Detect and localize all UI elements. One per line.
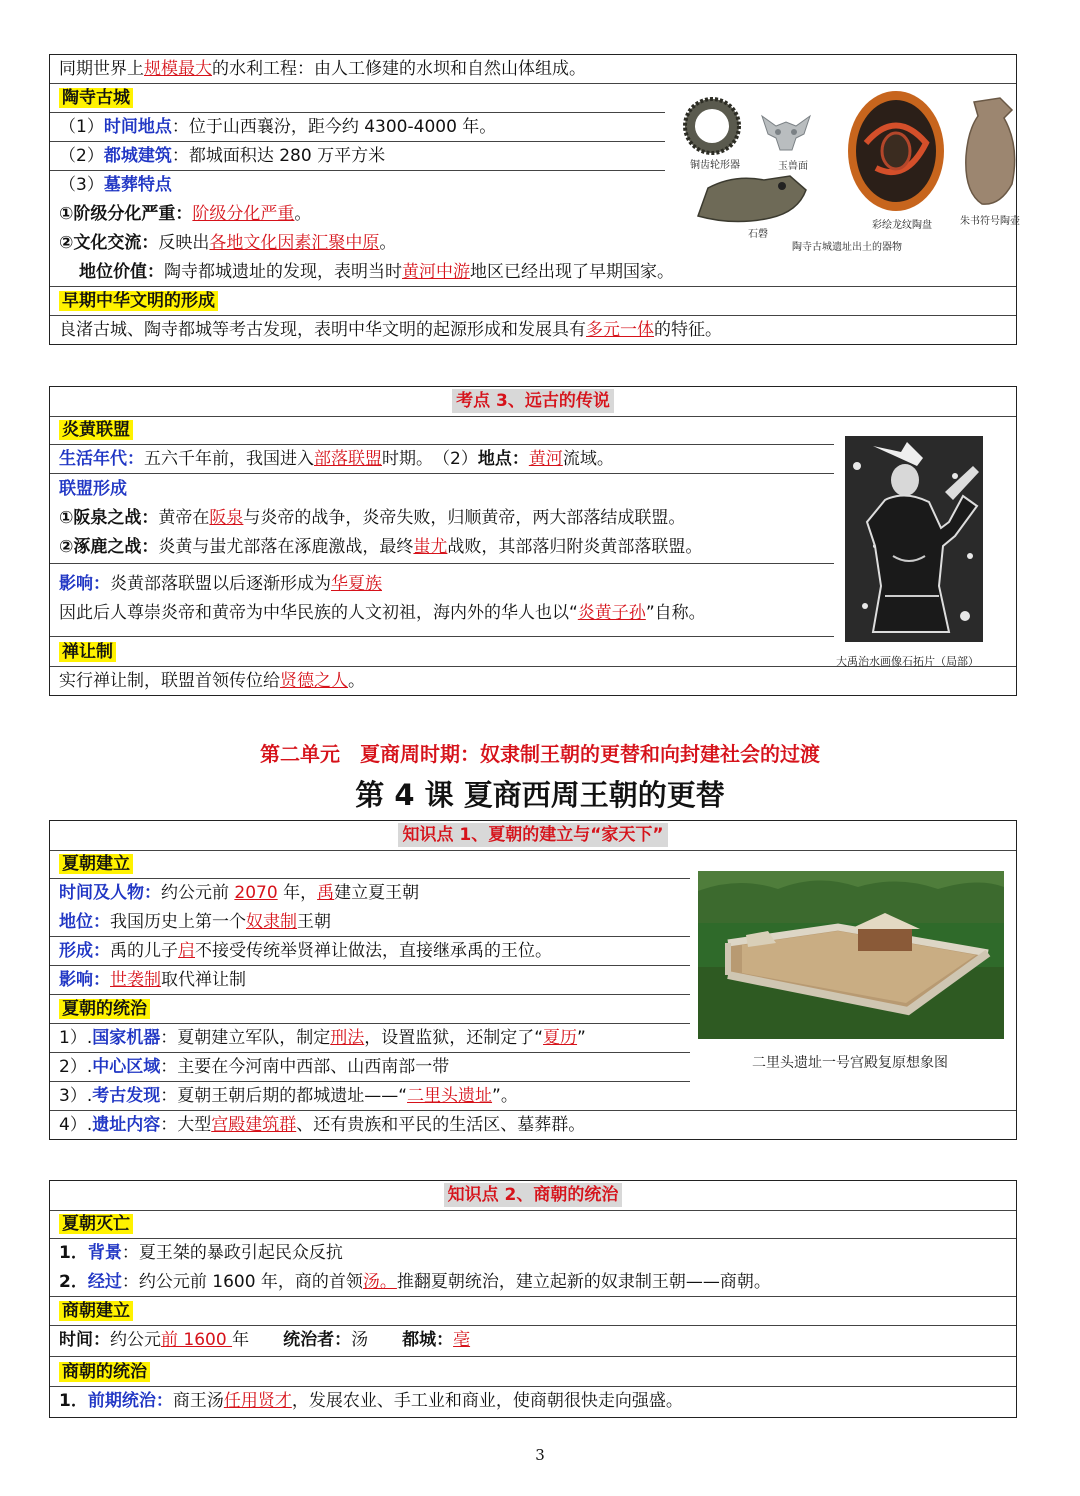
text: 王朝 xyxy=(297,912,331,932)
text: 。 xyxy=(348,671,365,691)
text: 五六千年前，我国进入 xyxy=(144,449,314,469)
caption-painted-plate: 彩绘龙纹陶盘 xyxy=(872,220,932,231)
text: 地位价值： xyxy=(79,262,164,282)
text: 年， xyxy=(277,883,318,903)
red-script-pot-image xyxy=(960,96,1022,208)
label: 遗址内容 xyxy=(92,1115,161,1135)
key-term: 世袭制 xyxy=(110,970,161,990)
row-status-value xyxy=(50,258,1016,287)
text: 建立夏王朝 xyxy=(334,883,420,903)
text: ：主要在今河南中西部、山西南部一带 xyxy=(160,1057,450,1077)
jade-mask-image xyxy=(758,112,814,152)
caption-taosi-artifacts: 陶寺古城遗址出土的器物 xyxy=(792,242,902,253)
row-time-ruler-capital xyxy=(50,1326,1016,1357)
text: 1）. xyxy=(59,1028,93,1048)
text: ，发展农业、手工业和商业，使商朝很快走向强盛。 xyxy=(291,1391,683,1411)
row-state-machine xyxy=(50,1024,690,1053)
key-term: 多元一体 xyxy=(586,320,654,340)
row-site-content xyxy=(50,1111,1016,1140)
heading-text: 商朝的统治 xyxy=(59,1362,150,1382)
heading-yanhuang xyxy=(50,416,834,445)
label: 时间及人物： xyxy=(59,883,161,903)
key-term: 炎黄子孙 xyxy=(577,603,646,623)
text: 陶寺都城遗址的发现，表明当时 xyxy=(164,262,402,282)
key-term: 禹 xyxy=(317,883,335,903)
row-background xyxy=(50,1239,1016,1268)
caption-bronze-gear: 铜齿轮形器 xyxy=(690,160,740,171)
text: 良渚古城、陶寺都城等考古发现，表明中华文明的起源形成和发展具有 xyxy=(59,320,586,340)
heading-text: 夏朝建立 xyxy=(59,854,133,874)
text: 不接受传统举贤禅让做法，直接继承禹的王位。 xyxy=(195,941,552,961)
label: 影响： xyxy=(59,574,110,594)
label: 背景 xyxy=(87,1243,122,1263)
section-title-text: 知识点 1、夏朝的建立与“家天下” xyxy=(398,823,667,847)
heading-early-civilization xyxy=(50,287,1016,316)
text: 2）. xyxy=(59,1057,93,1077)
heading-alliance-formation xyxy=(50,475,834,504)
label: 中心区域 xyxy=(92,1057,161,1077)
row-time-person xyxy=(50,879,690,908)
text: ：夏王桀的暴政引起民众反抗 xyxy=(121,1243,343,1263)
row-influence xyxy=(50,966,690,995)
label: 都城： xyxy=(402,1330,454,1350)
text: 的水利工程：由人工修建的水坝和自然山体组成。 xyxy=(212,59,586,79)
text: 推翻夏朝统治，建立起新的奴隶制王朝——商朝。 xyxy=(396,1272,771,1292)
label: 墓葬特点 xyxy=(103,175,172,195)
heading-text: 夏朝灭亡 xyxy=(59,1214,133,1234)
row-zhuolu-battle xyxy=(50,533,834,564)
key-term: 阪泉 xyxy=(209,508,244,528)
text: ”。 xyxy=(492,1086,518,1106)
row-formation xyxy=(50,937,690,966)
row-descendants xyxy=(50,599,834,637)
heading-text: 早期中华文明的形成 xyxy=(59,291,218,311)
text: 4）. xyxy=(59,1115,93,1135)
row-abdication-system xyxy=(50,667,1016,696)
heading-text: 陶寺古城 xyxy=(59,88,133,108)
text: ：大型 xyxy=(160,1115,212,1135)
key-term: 华夏族 xyxy=(331,574,382,594)
section-title xyxy=(50,387,1016,417)
heading-text: 炎黄联盟 xyxy=(59,420,133,440)
row-influence xyxy=(50,570,834,599)
text: 约公元前 xyxy=(161,883,235,903)
label: 形成： xyxy=(59,941,110,961)
heading-taosi xyxy=(50,84,665,113)
lesson-title: 第 4 课 夏商西周王朝的更替 xyxy=(355,778,725,812)
section-title-text: 知识点 2、商朝的统治 xyxy=(444,1183,623,1207)
heading-xia-rule xyxy=(50,995,690,1024)
key-term: 黄河中游 xyxy=(402,262,470,282)
caption-yu-rubbing: 大禹治水画像石拓片（局部） xyxy=(836,655,979,668)
text: 年 xyxy=(232,1330,284,1350)
text: ②文化交流： xyxy=(59,233,159,253)
row-class-division xyxy=(50,200,665,229)
text: 反映出 xyxy=(158,233,210,253)
section-title-text: 考点 3、远古的传说 xyxy=(452,389,614,413)
text: （3） xyxy=(59,175,104,195)
row-burial-features xyxy=(50,171,665,200)
row-cultural-exchange xyxy=(50,229,665,258)
key-term: 贤德之人 xyxy=(280,671,348,691)
text: 1． xyxy=(59,1391,88,1411)
key-term: 亳 xyxy=(453,1330,471,1350)
row-early-rule xyxy=(50,1387,1016,1416)
row-time-place xyxy=(50,113,665,142)
key-term: 蚩尤 xyxy=(413,537,448,557)
text: 禹的儿子 xyxy=(110,941,178,961)
text: ①阶级分化严重： xyxy=(59,204,193,224)
key-term: 二里头遗址 xyxy=(407,1086,493,1106)
text: 2． xyxy=(59,1272,88,1292)
label: 国家机器 xyxy=(92,1028,161,1048)
painted-dragon-plate-image xyxy=(846,88,946,214)
heading-xia-fall xyxy=(50,1210,1016,1239)
label: 都城建筑 xyxy=(103,146,172,166)
row-pluralistic-unity xyxy=(50,316,1016,345)
heading-text: 商朝建立 xyxy=(59,1301,133,1321)
caption-erlitou: 二里头遗址一号宫殿复原想象图 xyxy=(752,1055,948,1071)
text: 商王汤 xyxy=(172,1391,224,1411)
stone-chime-image xyxy=(694,172,810,226)
text: 我国历史上第一个 xyxy=(110,912,246,932)
section-title xyxy=(50,1181,1016,1211)
text: ，设置监狱，还制定了“ xyxy=(364,1028,544,1048)
key-term: 部落联盟 xyxy=(314,449,382,469)
bronze-gear-image xyxy=(682,96,742,156)
label: 统治者： xyxy=(283,1330,352,1350)
text: 。 xyxy=(379,233,397,253)
text: （2） xyxy=(59,146,104,166)
section-title xyxy=(50,821,1016,851)
text: 取代禅让制 xyxy=(161,970,246,990)
text: 战败，其部落归附炎黄部落联盟。 xyxy=(447,537,703,557)
row-water-project xyxy=(50,55,1016,84)
row-capital-building xyxy=(50,142,665,171)
text: ：夏朝王朝后期的都城遗址——“ xyxy=(160,1086,408,1106)
key-term: 前 1600 xyxy=(161,1330,233,1350)
row-era-place xyxy=(50,445,834,474)
key-term: 各地文化因素汇聚中原 xyxy=(209,233,380,253)
text: ：约公元前 1600 年，商的首领 xyxy=(121,1272,363,1292)
key-term: 启 xyxy=(178,941,195,961)
label: ①阪泉之战： xyxy=(59,508,159,528)
caption-red-script-pot: 朱书符号陶壶 xyxy=(960,216,1020,227)
text: 。 xyxy=(294,204,312,224)
key-term: 刑法 xyxy=(330,1028,365,1048)
label: 生活年代： xyxy=(59,449,144,469)
label: ②涿鹿之战： xyxy=(59,537,159,557)
text: 的特征。 xyxy=(654,320,722,340)
text: ：都城面积达 280 万平方米 xyxy=(171,146,386,166)
label: 联盟形成 xyxy=(59,479,127,499)
heading-shang-founding xyxy=(50,1297,1016,1326)
heading-xia-founding xyxy=(50,850,690,879)
yu-stone-rubbing-image xyxy=(845,436,983,642)
text: 流域。 xyxy=(562,449,614,469)
label: 前期统治： xyxy=(87,1391,173,1411)
label: 地点： xyxy=(477,449,529,469)
key-term: 任用贤才 xyxy=(223,1391,292,1411)
key-term: 2070 xyxy=(234,883,278,903)
text: 约公元 xyxy=(110,1330,161,1350)
label: 地位： xyxy=(59,912,110,932)
text: 黄帝在 xyxy=(158,508,210,528)
text: 1． xyxy=(59,1243,88,1263)
row-status xyxy=(50,908,690,937)
text: 、还有贵族和平民的生活区、墓葬群。 xyxy=(296,1115,586,1135)
text: ：夏朝建立军队，制定 xyxy=(160,1028,331,1048)
label: 考古发现 xyxy=(92,1086,161,1106)
row-central-area xyxy=(50,1053,690,1082)
caption-stone-chime: 石磬 xyxy=(748,229,768,240)
text: 同期世界上 xyxy=(59,59,144,79)
key-term: 宫殿建筑群 xyxy=(211,1115,297,1135)
row-banquan-battle xyxy=(50,504,834,533)
text: ”自称。 xyxy=(645,603,706,623)
section-shang-dynasty xyxy=(49,1180,1017,1418)
key-term: 汤。 xyxy=(362,1272,397,1292)
text: 因此后人尊崇炎帝和黄帝为中华民族的人文初祖，海内外的华人也以“ xyxy=(59,603,578,623)
key-term: 规模最大 xyxy=(144,59,212,79)
row-archaeology xyxy=(50,1082,1016,1111)
row-process xyxy=(50,1268,1016,1297)
heading-text: 夏朝的统治 xyxy=(59,999,150,1019)
text: 3）. xyxy=(59,1086,93,1106)
heading-text: 禅让制 xyxy=(59,642,116,662)
heading-shang-rule xyxy=(50,1358,1016,1387)
text: 炎黄部落联盟以后逐渐形成为 xyxy=(110,574,331,594)
key-term: 夏历 xyxy=(543,1028,578,1048)
label: 时间： xyxy=(59,1330,110,1350)
key-term: 奴隶制 xyxy=(246,912,297,932)
text: 地区已经出现了早期国家。 xyxy=(470,262,674,282)
key-term: 阶级分化严重 xyxy=(192,204,295,224)
text: ：位于山西襄汾，距今约 4300-4000 年。 xyxy=(171,117,497,137)
page-number: 3 xyxy=(535,1446,545,1464)
caption-jade-mask: 玉兽面 xyxy=(778,161,808,172)
key-term: 黄河 xyxy=(528,449,563,469)
erlitou-palace-image xyxy=(698,871,1004,1039)
text: 汤 xyxy=(351,1330,403,1350)
text: 时期。 （2） xyxy=(382,449,478,469)
text: 炎黄与蚩尤部落在涿鹿激战，最终 xyxy=(158,537,414,557)
label: 时间地点 xyxy=(103,117,172,137)
text: ” xyxy=(577,1028,586,1048)
text: 实行禅让制，联盟首领传位给 xyxy=(59,671,280,691)
unit-title: 第二单元 夏商周时期：奴隶制王朝的更替和向封建社会的过渡 xyxy=(260,742,820,766)
label: 经过 xyxy=(87,1272,122,1292)
text: 与炎帝的战争，炎帝失败，归顺黄帝，两大部落结成联盟。 xyxy=(243,508,686,528)
label: 影响： xyxy=(59,970,110,990)
text: （1） xyxy=(59,117,104,137)
